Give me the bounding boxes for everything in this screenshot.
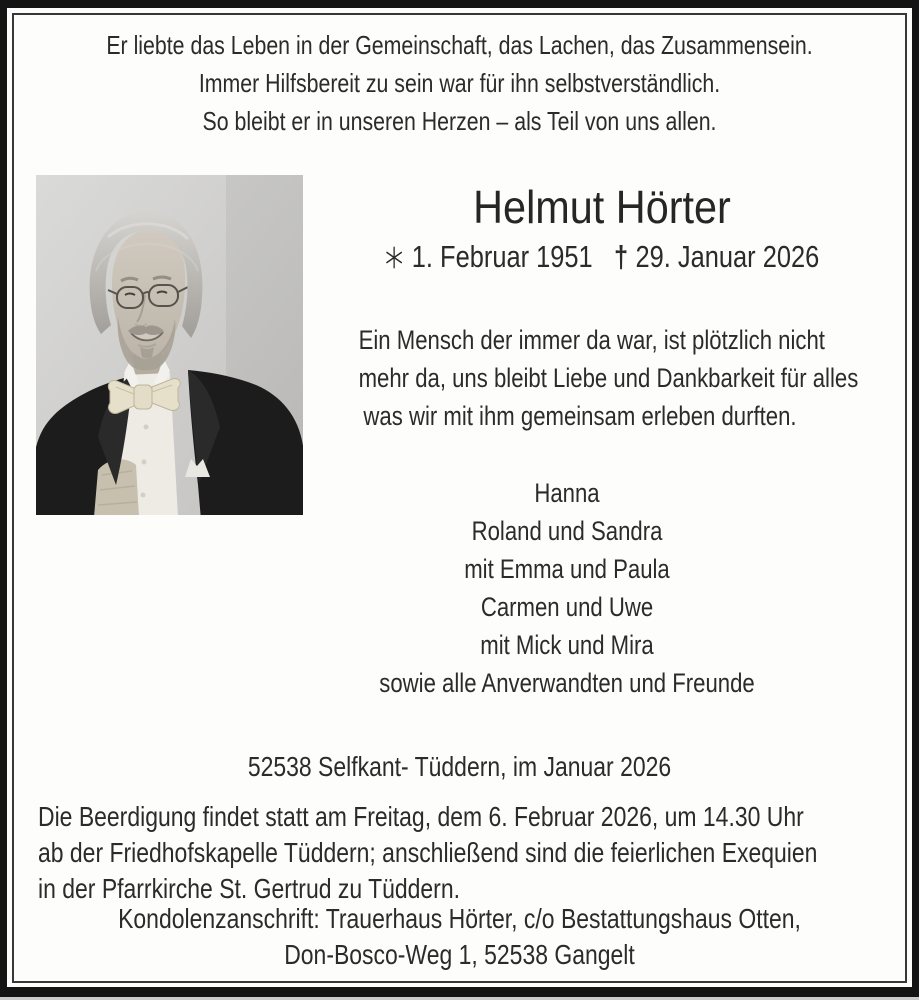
tribute-text xyxy=(310,321,859,435)
mourners-list xyxy=(297,474,837,702)
born-star-icon xyxy=(385,238,404,280)
condolence-line-2: Don-Bosco-Weg 1, 52538 Gangelt xyxy=(284,939,635,970)
mourner-line: Hanna xyxy=(534,478,600,508)
deceased-block xyxy=(332,180,872,280)
funeral-line: ab der Friedhofskapelle Tüddern; anschließend sind die feierlichen Exequien xyxy=(38,837,818,868)
intro-text xyxy=(0,26,919,140)
birth-date: 1. Februar 1951 xyxy=(411,239,593,274)
funeral-line: in der Pfarrkirche St. Gertrud zu Tüddern. xyxy=(38,873,460,904)
condolence-line-1: Kondolenzanschrift: Trauerhaus Hörter, c/o Bestattungshaus Otten, xyxy=(118,903,801,934)
tribute-line: was wir mit ihm gemeinsam erleben durften. xyxy=(363,401,797,431)
tribute-line: mehr da, uns bleibt Liebe und Dankbarkeit für alles xyxy=(358,363,859,393)
portrait-illustration xyxy=(36,175,303,515)
intro-line: Immer Hilfsbereit zu sein war für ihn selbstverständlich. xyxy=(198,68,721,98)
place-date-line: 52538 Selfkant- Tüddern, im Januar 2026 xyxy=(247,751,672,782)
mourner-line: mit Emma und Paula xyxy=(464,554,670,584)
mourner-line: mit Mick und Mira xyxy=(480,630,654,660)
condolence-block xyxy=(0,901,919,973)
portrait-photo xyxy=(36,175,303,515)
funeral-info xyxy=(38,799,898,907)
funeral-line: Die Beerdigung findet statt am Freitag, dem 6. Februar 2026, um 14.30 Uhr xyxy=(38,801,804,832)
mourner-line: sowie alle Anverwandten und Freunde xyxy=(379,668,755,698)
mourner-line: Carmen und Uwe xyxy=(480,592,654,622)
died-cross-icon: † xyxy=(613,239,629,274)
place-date-block xyxy=(0,750,919,784)
life-dates xyxy=(381,236,824,280)
intro-line: Er liebte das Leben in der Gemeinschaft, das Lachen, das Zusammensein. xyxy=(106,30,813,60)
deceased-name: Helmut Hörter xyxy=(473,181,731,233)
death-date: 29. Januar 2026 xyxy=(635,239,820,274)
mourner-line: Roland und Sandra xyxy=(471,516,663,546)
intro-line: So bleibt er in unseren Herzen – als Teil von uns allen. xyxy=(202,106,717,136)
tribute-line: Ein Mensch der immer da war, ist plötzlich nicht xyxy=(358,325,825,355)
